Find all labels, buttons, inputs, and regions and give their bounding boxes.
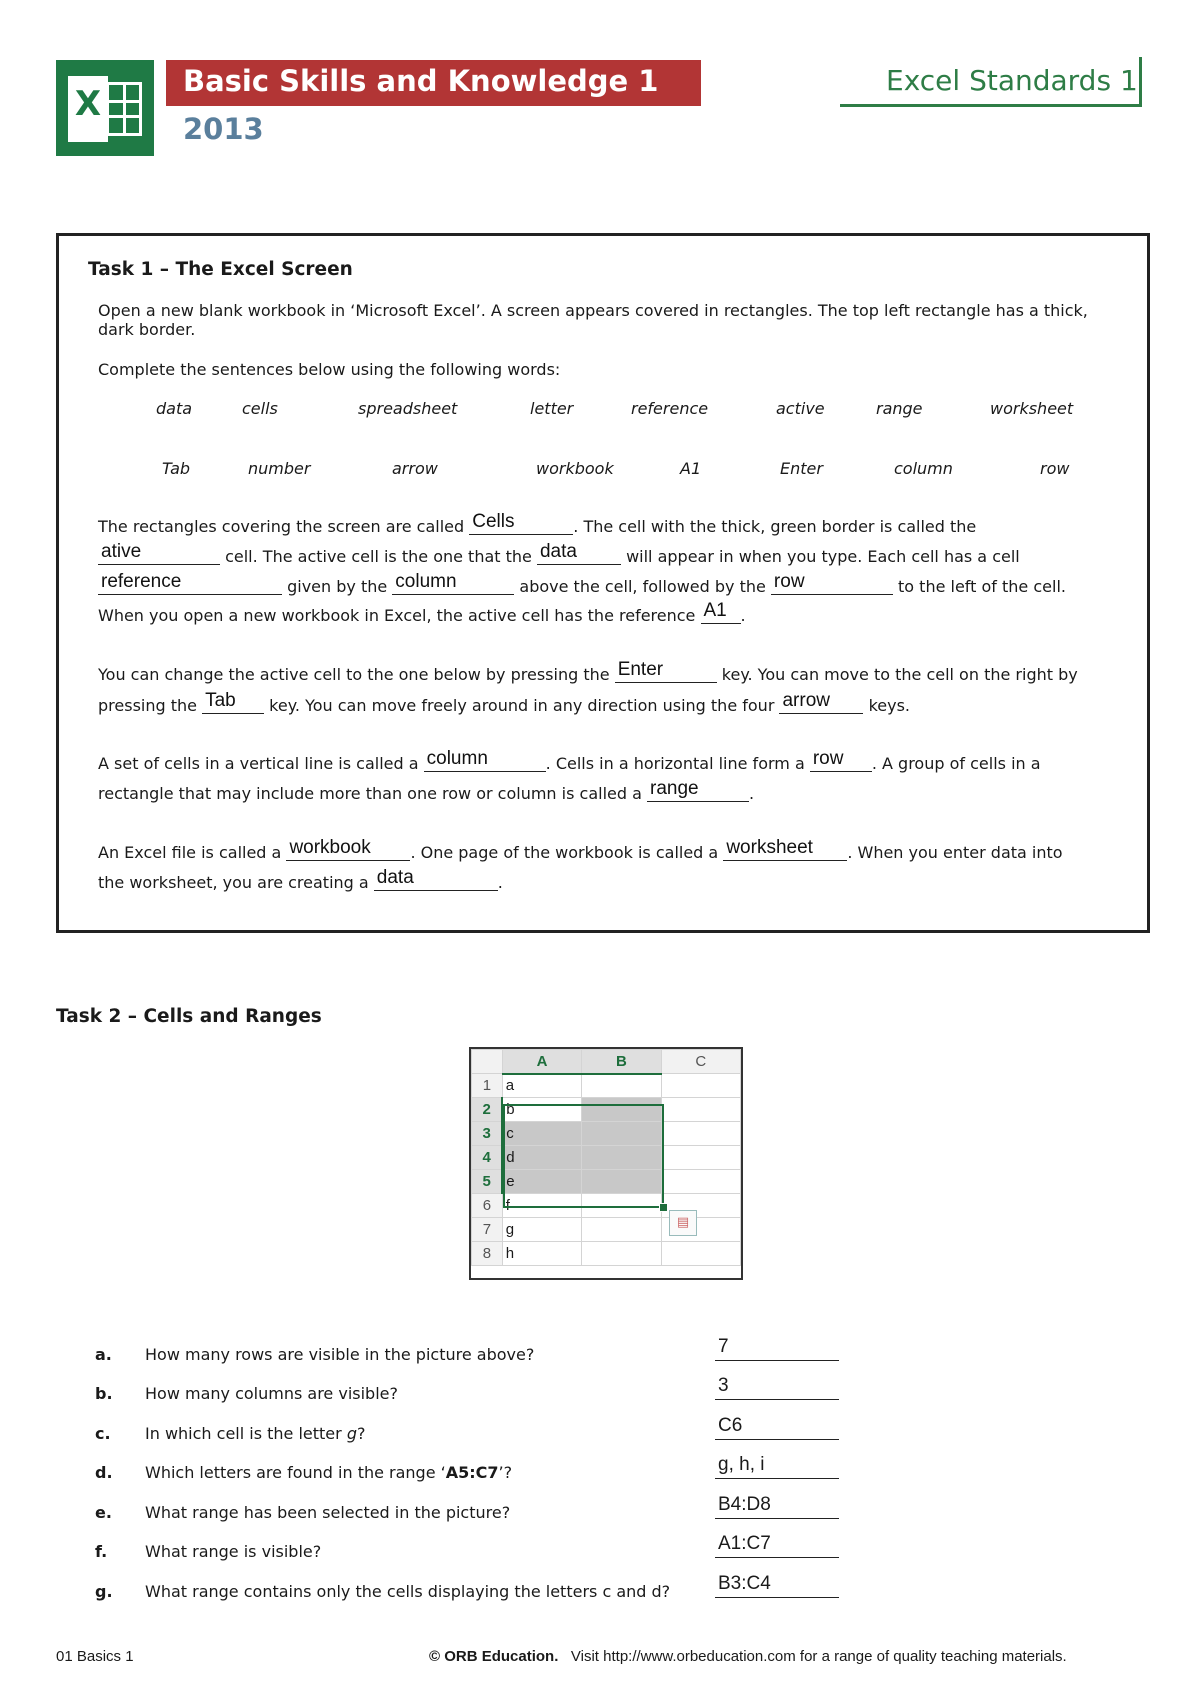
task1-p1-line3: reference given by the column above the cell, followed by the row to the left of the cell.	[98, 576, 1066, 597]
answer-line[interactable]: 3	[715, 1375, 839, 1400]
word-bank-item: spreadsheet	[358, 399, 458, 418]
select-all-corner	[472, 1050, 503, 1074]
task1-p1-line4: When you open a new workbook in Excel, the active cell has the reference A1 .	[98, 600, 746, 625]
cell: f	[502, 1194, 581, 1218]
answer-line[interactable]: B3:C4	[715, 1573, 839, 1598]
row-header: 5	[472, 1170, 503, 1194]
row-header: 7	[472, 1218, 503, 1242]
cell: a	[502, 1074, 581, 1098]
answer-blank[interactable]: ative	[98, 546, 220, 565]
task1-p1-line1: The rectangles covering the screen are called Cells . The cell with the thick, green border is called the	[98, 511, 977, 536]
answer-blank[interactable]: row	[771, 576, 893, 595]
cell	[582, 1242, 661, 1266]
answer-blank[interactable]: workbook	[286, 842, 410, 861]
question-letter: d.	[95, 1463, 113, 1482]
word-bank-item: A1	[680, 459, 702, 478]
answer-blank[interactable]: Enter	[615, 664, 717, 683]
spreadsheet-grid-icon	[106, 82, 142, 136]
word-bank-item: reference	[631, 399, 709, 418]
task1-p3-line2: rectangle that may include more than one row or column is called a range .	[98, 778, 755, 803]
answer-blank[interactable]: Cells	[469, 516, 573, 535]
standards-label: Excel Standards 1	[886, 64, 1138, 97]
question-text: What range is visible?	[145, 1542, 322, 1561]
word-bank-item: range	[876, 399, 923, 418]
question-text: What range contains only the cells displaying the letters c and d?	[145, 1582, 671, 1601]
row-header: 2	[472, 1098, 503, 1122]
word-bank-item: worksheet	[990, 399, 1074, 418]
cell: d	[502, 1146, 581, 1170]
answer-blank[interactable]: worksheet	[723, 842, 847, 861]
logo-letter: X	[74, 84, 102, 124]
answer-line[interactable]: C6	[715, 1415, 839, 1440]
footer-credit: © ORB Education. Visit http://www.orbeducation.com for a range of quality teaching materials.	[429, 1648, 1067, 1665]
cell: h	[502, 1242, 581, 1266]
cell: g	[502, 1218, 581, 1242]
question-letter: c.	[95, 1424, 111, 1443]
cell: c	[502, 1122, 581, 1146]
cell: e	[502, 1170, 581, 1194]
question-text: In which cell is the letter g?	[145, 1424, 366, 1443]
answer-blank[interactable]: column	[392, 576, 514, 595]
answer-line[interactable]: 7	[715, 1336, 839, 1361]
task1-p3-line1: A set of cells in a vertical line is called a column . Cells in a horizontal line form a row . A group of cells in a	[98, 748, 1041, 773]
word-bank-item: Tab	[162, 459, 191, 478]
answer-blank[interactable]: data	[374, 872, 498, 891]
cell	[582, 1074, 661, 1098]
column-header: A	[502, 1050, 581, 1074]
cell	[661, 1098, 740, 1122]
row-header: 1	[472, 1074, 503, 1098]
answer-blank[interactable]: arrow	[779, 695, 863, 714]
row-header: 8	[472, 1242, 503, 1266]
answer-blank[interactable]: range	[647, 783, 749, 802]
word-bank-item: number	[248, 459, 311, 478]
cell	[661, 1074, 740, 1098]
answer-blank[interactable]: A1	[701, 605, 741, 624]
word-bank-item: cells	[242, 399, 278, 418]
quick-analysis-icon: ▤	[669, 1210, 697, 1236]
task1-p4-line1: An Excel file is called a workbook . One page of the workbook is called a worksheet . When you enter data into	[98, 837, 1063, 862]
task1-intro-line1: Open a new blank workbook in ‘Microsoft Excel’. A screen appears covered in rectangles. The top left rectangle has a thick,	[98, 301, 1088, 320]
question-text: What range has been selected in the picture?	[145, 1503, 511, 1522]
column-header: C	[661, 1050, 740, 1074]
task1-intro-line2: dark border.	[98, 320, 196, 339]
task1-p2-line1: You can change the active cell to the one below by pressing the Enter key. You can move to the cell on the right by	[98, 659, 1078, 684]
question-letter: e.	[95, 1503, 112, 1522]
task2-heading: Task 2 – Cells and Ranges	[56, 1006, 322, 1027]
cell	[661, 1170, 740, 1194]
excel-logo	[56, 60, 154, 156]
answer-blank[interactable]: column	[424, 753, 546, 772]
row-header: 6	[472, 1194, 503, 1218]
answer-blank[interactable]: Tab	[202, 695, 264, 714]
row-header: 4	[472, 1146, 503, 1170]
word-bank-item: arrow	[392, 459, 438, 478]
answer-blank[interactable]: data	[537, 546, 621, 565]
answer-line[interactable]: A1:C7	[715, 1533, 839, 1558]
fill-handle	[659, 1203, 668, 1212]
word-bank-item: column	[894, 459, 953, 478]
selection-outline	[503, 1104, 664, 1208]
answer-line[interactable]: B4:D8	[715, 1494, 839, 1519]
task1-p1-line2: ative cell. The active cell is the one that the data will appear in when you type. Each cell has a cell	[98, 546, 1020, 567]
task1-heading: Task 1 – The Excel Screen	[88, 259, 353, 280]
row-header: 3	[472, 1122, 503, 1146]
column-header: B	[582, 1050, 661, 1074]
cell	[661, 1122, 740, 1146]
page-title: Basic Skills and Knowledge 1	[183, 64, 659, 98]
word-bank-item: workbook	[536, 459, 614, 478]
question-letter: g.	[95, 1582, 113, 1601]
footer-page-label: 01 Basics 1	[56, 1648, 134, 1665]
answer-blank[interactable]: reference	[98, 576, 282, 595]
task1-p4-line2: the worksheet, you are creating a data .	[98, 867, 503, 892]
cell	[582, 1218, 661, 1242]
word-bank-item: Enter	[780, 459, 823, 478]
question-letter: b.	[95, 1384, 113, 1403]
word-bank-item: active	[776, 399, 825, 418]
answer-blank[interactable]: row	[810, 753, 872, 772]
question-letter: f.	[95, 1542, 108, 1561]
year-label: 2013	[183, 112, 264, 146]
spreadsheet-picture	[469, 1047, 743, 1280]
task1-p2-line2: pressing the Tab key. You can move freely around in any direction using the four arrow keys.	[98, 690, 911, 715]
word-bank-item: data	[156, 399, 193, 418]
word-bank-item: row	[1040, 459, 1070, 478]
task1-instruction: Complete the sentences below using the following words:	[98, 360, 561, 379]
question-letter: a.	[95, 1345, 112, 1364]
answer-line[interactable]: g, h, i	[715, 1454, 839, 1479]
word-bank-item: letter	[530, 399, 574, 418]
question-text: How many rows are visible in the picture above?	[145, 1345, 535, 1364]
cell	[661, 1242, 740, 1266]
question-text: How many columns are visible?	[145, 1384, 398, 1403]
question-text: Which letters are found in the range ‘A5:C7’?	[145, 1463, 513, 1482]
cell: b	[502, 1098, 581, 1122]
cell	[661, 1146, 740, 1170]
